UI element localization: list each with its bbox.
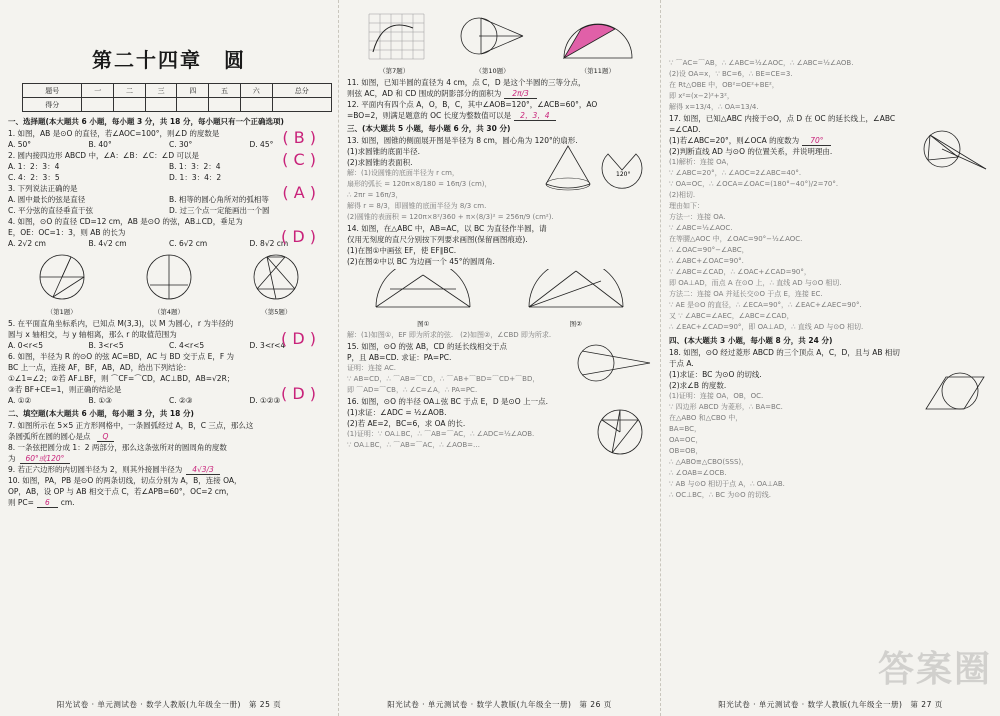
score-cell bbox=[209, 98, 241, 112]
solution-17-line: ∵ ∠ABC=∠CAD，∴ ∠OAC+∠CAD=90°， bbox=[669, 268, 811, 276]
page-27 bbox=[660, 0, 1000, 716]
question-14-line1: 14. 如图，在△ABC 中，AB=AC，以 BC 为直径作半圆，请 bbox=[347, 224, 547, 233]
solution-17-line: ∴ ∠OAC=90°−∠ABC， bbox=[669, 246, 749, 254]
section-4-heading: 四、(本大题共 3 小题，每小题 8 分，共 24 分) bbox=[669, 336, 833, 345]
question-13-part2: (2)求圆锥的表面积. bbox=[347, 158, 413, 167]
solution-16-cont: (2)设 OA=x，∵ BC=6，∴ BE=CE=3. bbox=[669, 70, 793, 78]
solution-14: 解：(1)如图①，EF 即为所求的弦. (2)如图②，∠CBD 即为所求. bbox=[347, 331, 552, 339]
solution-13-line: (2)圆锥的表面积 = 120π×8²/360 + π×(8/3)² = 256π/9 (cm²). bbox=[347, 213, 554, 221]
circle-diagram-icon bbox=[31, 251, 93, 305]
solution-18-line: OA=OC， bbox=[669, 436, 703, 444]
solution-18-line: (1)证明：连接 OA，OB，OC. bbox=[669, 392, 764, 400]
question-14-part2: (2)在图②中以 BC 为边画一个 45°的圆周角. bbox=[347, 257, 495, 266]
figure-q1: （第1题） bbox=[31, 251, 93, 316]
answer-7: Q bbox=[97, 432, 115, 442]
question-15-line1: 15. 如图，⊙O 的弦 AB，CD 的延长线相交于点 bbox=[347, 342, 507, 351]
section-2-heading: 二、填空题(本大题共 6 小题，每小题 3 分，共 18 分) bbox=[8, 409, 194, 418]
question-1: 1. 如图，AB 是⊙O 的直径，若∠AOC=100°，则∠D 的度数是 bbox=[8, 129, 220, 138]
options-1: A. 50° B. 40° C. 30° D. 45° bbox=[8, 140, 274, 149]
question-8-line1: 8. 一条弦把圆分成 1：2 两部分，那么这条弦所对的圆周角的度数 bbox=[8, 443, 227, 452]
solution-16-cont: 解得 x=13/4，∴ OA=13/4. bbox=[669, 103, 759, 111]
question-14-part1: (1)在图①中画弦 EF，使 EF∥BC. bbox=[347, 246, 457, 255]
figure-q14-1: 图① bbox=[368, 269, 478, 328]
question-16-line1: 16. 如图，⊙O 的半径 OA⊥弦 BC 于点 E，D 是⊙O 上一点. bbox=[347, 397, 548, 406]
question-14-line2: 仅用无刻度的直尺分别按下列要求画图(保留画图痕迹). bbox=[347, 235, 528, 244]
circle-chord-icon bbox=[592, 406, 648, 456]
score-cell: 五 bbox=[209, 84, 241, 98]
question-6-line4: ③若 BF+CE=1，则正确的结论是 bbox=[8, 385, 122, 394]
solution-18-line: BA=BC， bbox=[669, 425, 702, 433]
question-10-line1: 10. 如图，PA，PB 是⊙O 的两条切线，切点分别为 A，B，连接 OA， bbox=[8, 476, 242, 485]
solution-17-line: (2)相切. bbox=[669, 191, 696, 199]
options-5: A. 0<r<5 B. 3<r<5 C. 4<r<5 D. 3<r<4 bbox=[8, 341, 286, 350]
solution-16-cont: 在 Rt△OBE 中，OB²=OE²+BE²， bbox=[669, 81, 779, 89]
solution-17-line: ∴ ∠EAC+∠CAD=90°，即 OA⊥AD，∴ 直线 AD 与⊙O 相切. bbox=[669, 323, 864, 331]
solution-17-line: 又 ∵ ∠ABC=∠AEC，∠ABC=∠CAD， bbox=[669, 312, 794, 320]
page-25 bbox=[0, 0, 338, 716]
question-2: 2. 圆内接四边形 ABCD 中，∠A：∠B：∠C：∠D 可以是 bbox=[8, 151, 200, 160]
options-3: A. 圆中最长的弦是直径 B. 相等的圆心角所对的弧相等 bbox=[8, 195, 269, 204]
solution-18-line: ∵ AB 与⊙O 相切于点 A，∴ OA⊥AB. bbox=[669, 480, 785, 488]
solution-18-line: OB=OB， bbox=[669, 447, 703, 455]
answer-4: ( D ) bbox=[281, 227, 316, 246]
question-4-line1: 4. 如图，⊙O 的直径 CD=12 cm，AB 是⊙O 的弦，AB⊥CD，垂足为 bbox=[8, 217, 243, 226]
options-2: A. 1：2：3：4 B. 1：3：2：4 bbox=[8, 162, 221, 171]
options-3b: C. 平分弦的直径垂直于弦 D. 过三个点一定能画出一个圆 bbox=[8, 206, 270, 215]
question-4-line2: E，OE：OC=1：3，则 AB 的长为 bbox=[8, 228, 126, 237]
angle-label: 120° bbox=[616, 171, 631, 178]
solution-17-line: 方法二：连接 OA 并延长交⊙O 于点 E，连接 EC. bbox=[669, 290, 823, 298]
score-header-row bbox=[23, 84, 332, 98]
page-26 bbox=[338, 0, 660, 716]
solution-18-line: ∴ OC⊥BC，∴ BC 为⊙O 的切线. bbox=[669, 491, 772, 499]
solution-13-line: 解：(1)设圆锥的底面半径为 r cm， bbox=[347, 169, 459, 177]
solution-17-line: 即 OA⊥AD，而点 A 在⊙O 上，∴ 直线 AD 与⊙O 相切. bbox=[669, 279, 842, 287]
semicircle-triangle-icon bbox=[368, 269, 478, 317]
figures-q14 bbox=[347, 269, 652, 328]
score-cell bbox=[177, 98, 209, 112]
answer-17-1: 70° bbox=[802, 136, 831, 146]
question-9: 9. 若正六边形的内切圆半径为 2，则其外接圆半径为 4√3/3 bbox=[8, 464, 330, 475]
solution-17-line: 方法一：连接 OA. bbox=[669, 213, 726, 221]
figure-q7: （第7题） bbox=[363, 12, 425, 75]
solution-13-line: 扇形的弧长 = 120π×8/180 = 16π/3 (cm)， bbox=[347, 180, 492, 188]
circle-diagram-icon bbox=[245, 251, 307, 305]
score-cell bbox=[272, 98, 331, 112]
answer-12: 2，3，4 bbox=[514, 111, 555, 121]
solution-17-line: ∴ ∠ABC+∠OAC=90°. bbox=[669, 257, 744, 265]
score-cell bbox=[240, 98, 272, 112]
figure-q14-2: 图② bbox=[521, 269, 631, 328]
solution-13-line: ∴ 2πr = 16π/3， bbox=[347, 191, 403, 199]
answer-1: ( B ) bbox=[282, 128, 316, 147]
score-cell bbox=[114, 98, 146, 112]
solution-18-line: 在△ABO 和△CBO 中， bbox=[669, 414, 743, 422]
solution-13-line: 解得 r = 8/3，即圆锥的底面半径为 8/3 cm. bbox=[347, 202, 487, 210]
solution-17-line: ∵ AE 是⊙O 的直径，∴ ∠ECA=90°，∴ ∠EAC+∠AEC=90°. bbox=[669, 301, 862, 309]
question-10-line3: 则 PC= 6 cm. bbox=[8, 498, 75, 507]
solution-17-line: ∵ ∠ABC=20°，∴ ∠AOC=2∠ABC=40°. bbox=[669, 169, 802, 177]
figures-row-2 bbox=[347, 12, 652, 75]
rhombus-circle-icon bbox=[922, 369, 988, 419]
score-cell: 六 bbox=[240, 84, 272, 98]
solution-17-line: ∵ OA=OC，∴ ∠OCA=∠OAC=(180°−40°)/2=70°. bbox=[669, 180, 839, 188]
cone-sector-icon bbox=[538, 144, 648, 194]
score-cell: 一 bbox=[82, 84, 114, 98]
watermark-logo: 答案圈 bbox=[877, 648, 992, 690]
answer-11: 2π/3 bbox=[504, 89, 537, 99]
solution-17-line: ∵ ∠ABC=½∠AOC. bbox=[669, 224, 733, 232]
question-6-line1: 6. 如图，半径为 R 的⊙O 的弦 AC=BD，AC 与 BD 交于点 E，F 为 bbox=[8, 352, 235, 361]
solution-17-line: (1)解析：连接 OA， bbox=[669, 158, 734, 166]
circle-tangent-icon bbox=[916, 125, 988, 175]
question-10-line2: OP，AB，设 OP 与 AB 相交于点 C，若∠APB=60°，OC=2 cm， bbox=[8, 487, 234, 496]
question-18-part2: (2)求∠B 的度数. bbox=[669, 381, 727, 390]
solution-16-line: ∵ OA⊥BC，∴ ⌒AB=⌒AC，∴ ∠AOB=… bbox=[347, 441, 481, 449]
figure-q10: （第10题） bbox=[457, 12, 527, 75]
solution-18-line: ∵ 四边形 ABCD 为菱形，∴ BA=BC. bbox=[669, 403, 783, 411]
options-2b: C. 4：2：3：5 D. 1：3：4：2 bbox=[8, 173, 222, 182]
options-4: A. 2√2 cm B. 4√2 cm C. 6√2 cm D. 8√2 cm bbox=[8, 239, 289, 248]
score-cell bbox=[145, 98, 177, 112]
answer-9: 4√3/3 bbox=[186, 465, 220, 475]
options-6: A. ①② B. ①③ C. ②③ D. ①②③ bbox=[8, 396, 281, 405]
score-table bbox=[22, 83, 332, 112]
question-13-line1: 13. 如图，圆锥的侧面展开图是半径为 8 cm，圆心角为 120°的扇形. bbox=[347, 136, 578, 145]
secant-diagram-icon bbox=[572, 341, 652, 385]
question-17-part2: (2)判断直线 AD 与⊙O 的位置关系，并说明理由. bbox=[669, 147, 833, 156]
question-7-line2: 条圆弧所在圆的圆心是点 Q bbox=[8, 431, 330, 442]
solution-18-line: ∴ △ABO≌△CBO(SSS)， bbox=[669, 458, 749, 466]
figure-q6: （第5题） bbox=[245, 251, 307, 316]
semicircle-shaded-icon bbox=[560, 20, 636, 64]
tangent-diagram-icon bbox=[457, 12, 527, 64]
question-13-part1: (1)求圆锥的底面半径. bbox=[347, 147, 421, 156]
question-16-part2: (2)若 AE=2，BC=6，求 OA 的长. bbox=[347, 419, 466, 428]
page-footer-26: 阳光试卷 · 单元测试卷 · 数学人教版(九年级全一册) 第 26 页 bbox=[387, 700, 612, 709]
question-11-line1: 11. 如图，已知半圆的直径为 4 cm，点 C，D 是这个半圆的三等分点， bbox=[347, 78, 586, 87]
score-cell bbox=[82, 98, 114, 112]
page-footer-25: 阳光试卷 · 单元测试卷 · 数学人教版(九年级全一册) 第 25 页 bbox=[56, 700, 282, 709]
question-12-line1: 12. 平面内有四个点 A，O，B，C，其中∠AOB=120°，∠ACB=60°，AO bbox=[347, 100, 598, 109]
solution-17-line: 理由如下： bbox=[669, 202, 704, 210]
question-6-line2: BC 上一点，连接 AF，BF，AB，AD，给出下列结论： bbox=[8, 363, 191, 372]
answer-2: ( C ) bbox=[282, 150, 316, 169]
solution-16-cont: ∵ ⌒AC=⌒AB，∴ ∠ABC=½∠AOC，∴ ∠ABC=½∠AOB. bbox=[669, 59, 854, 67]
question-17-part1: (1)若∠ABC=20°，则∠OCA 的度数为 70° bbox=[669, 135, 992, 146]
question-15-line2: P，且 AB=CD. 求证：PA=PC. bbox=[347, 353, 452, 362]
score-cell: 题号 bbox=[23, 84, 82, 98]
section-1-heading: 一、选择题(本大题共 6 小题，每小题 3 分，共 18 分，每小题只有一个正确选项) bbox=[8, 117, 284, 126]
answer-3: ( A ) bbox=[282, 183, 316, 202]
score-value-row bbox=[23, 98, 332, 112]
question-18-line2: 于点 A. bbox=[669, 359, 694, 368]
question-18-line1: 18. 如图，⊙O 经过菱形 ABCD 的三个顶点 A，C，D，且与 AB 相切 bbox=[669, 348, 900, 357]
solution-17-line: 在等腰△AOC 中，∠OAC=90°−½∠AOC. bbox=[669, 235, 803, 243]
solution-16-line: (1)证明：∵ OA⊥BC，∴ ⌒AB=⌒AC，∴ ∠ADC=½∠AOB. bbox=[347, 430, 535, 438]
grid-arc-icon bbox=[363, 12, 425, 64]
solution-16-cont: 即 x²=(x−2)²+3²， bbox=[669, 92, 734, 100]
score-cell: 三 bbox=[145, 84, 177, 98]
solution-15-line: ∵ AB=CD，∴ ⌒AB=⌒CD，∴ ⌒AB+⌒BD=⌒CD+⌒BD， bbox=[347, 375, 540, 383]
question-16-part1: (1)求证：∠ADC = ½∠AOB. bbox=[347, 408, 447, 417]
question-12-line2: =BO=2，则满足题意的 OC 长度为整数值可以是 2，3，4 bbox=[347, 110, 652, 121]
question-17-line2: =∠CAD. bbox=[669, 125, 701, 134]
chapter-title: 第二十四章 圆 bbox=[92, 48, 246, 72]
question-17-line1: 17. 如图，已知△ABC 内接于⊙O，点 D 在 OC 的延长线上，∠ABC bbox=[669, 114, 896, 123]
solution-18-line: ∴ ∠OAB=∠OCB. bbox=[669, 469, 727, 477]
question-8-line2: 为 60°或120° bbox=[8, 453, 330, 464]
question-5-line2: 圆与 x 轴相交，与 y 轴相离，那么 r 的取值范围为 bbox=[8, 330, 177, 339]
score-cell: 得分 bbox=[23, 98, 82, 112]
score-cell: 四 bbox=[177, 84, 209, 98]
semicircle-triangle-icon bbox=[521, 269, 631, 317]
figures-row-1 bbox=[8, 251, 330, 316]
question-11-line2: 则弦 AC，AD 和 CD 围成的阴影部分的面积为 2π/3 bbox=[347, 88, 652, 99]
answer-10: 6 bbox=[37, 498, 58, 508]
answer-5: ( D ) bbox=[281, 329, 316, 348]
circle-diagram-icon bbox=[138, 251, 200, 305]
question-18-part1: (1)求证：BC 为⊙O 的切线. bbox=[669, 370, 762, 379]
section-3-heading: 三、(本大题共 5 小题，每小题 6 分，共 30 分) bbox=[347, 124, 511, 133]
score-cell: 二 bbox=[114, 84, 146, 98]
question-7-line1: 7. 如图所示在 5×5 正方形网格中，一条圆弧经过 A，B，C 三点，那么这 bbox=[8, 421, 254, 430]
answer-8: 60°或120° bbox=[20, 454, 71, 464]
score-cell: 总分 bbox=[272, 84, 331, 98]
question-6-line3: ①∠1=∠2；②若 AF⊥BF，则 ⌒CF=⌒CD，AC⊥BD，AB=√2R； bbox=[8, 374, 235, 383]
solution-15-line: 即 ⌒AD=⌒CB，∴ ∠C=∠A，∴ PA=PC. bbox=[347, 386, 478, 394]
page-footer-27: 阳光试卷 · 单元测试卷 · 数学人教版(九年级全一册) 第 27 页 bbox=[718, 700, 943, 709]
solution-15-line: 证明：连接 AC. bbox=[347, 364, 397, 372]
answer-6: ( D ) bbox=[281, 384, 316, 403]
figure-q11: （第11题） bbox=[560, 20, 636, 75]
figure-q4: （第4题） bbox=[138, 251, 200, 316]
question-3: 3. 下列说法正确的是 bbox=[8, 184, 78, 193]
question-5-line1: 5. 在平面直角坐标系内，已知点 M(3,3)，以 M 为圆心，r 为半径的 bbox=[8, 319, 234, 328]
